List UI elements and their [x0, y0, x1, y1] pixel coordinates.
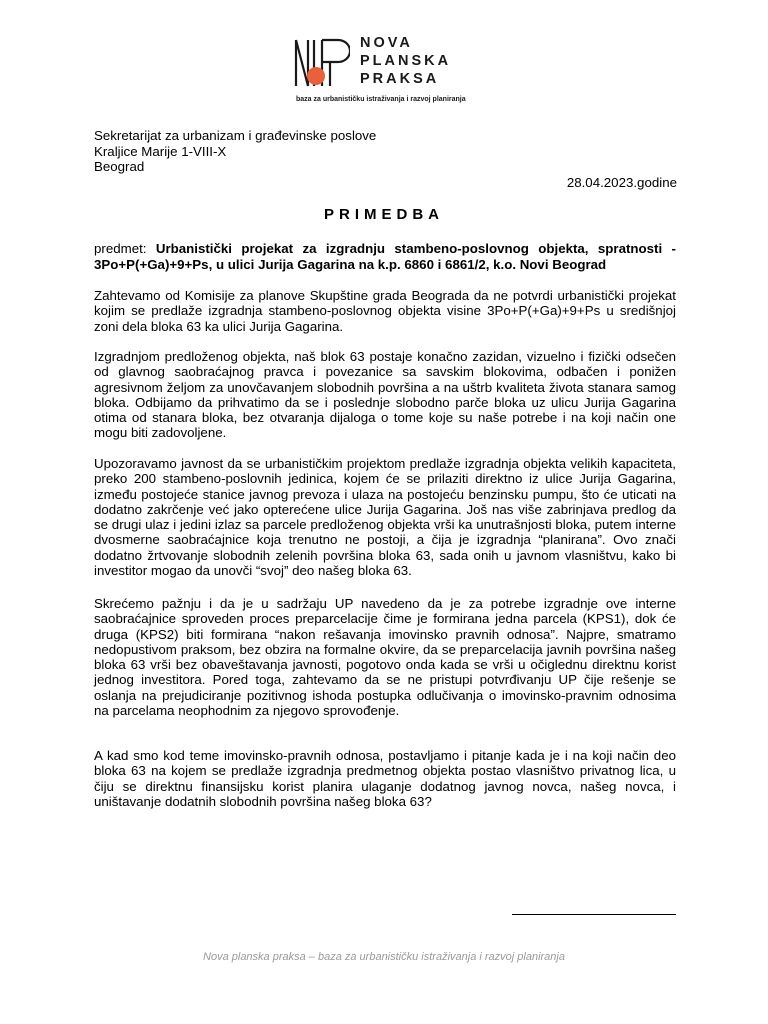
subject-line [94, 241, 676, 272]
logo-mark-icon [294, 38, 350, 88]
logo-tagline: baza za urbanističku istraživanja i razvoj planiranja [296, 96, 466, 103]
logo-accent-circle [307, 67, 325, 85]
subject-label: predmet: [94, 241, 147, 256]
body-paragraph: A kad smo kod teme imovinsko-pravnih odnosa, postavljamo i pitanje kada je i na koji način deo bloka 63 na kojem se predlaže izgradnja predmetnog objekta postao vlasništvo privatnog lica, u čiju se direktnu finansijsku korist planira ulaganje dodatnog javnog novca, našeg novca, i uništavanje dodatnih slobodnih površina našeg bloka 63? [94, 748, 676, 809]
body-paragraph: Upozoravamo javnost da se urbanističkim projektom predlaže izgradnja objekta velikih kapaciteta, preko 200 stambeno-poslovnih jedinica, kojem će se prilaziti direktno iz ulice Jurija Gagarina, između postojeće stanice javnog prevoza i ulaza na postojeću benzinsku pumpu, što će uticati na dodatno zakrčenje već jako opterećene ulice Jurija Gagarina. Još nas više zabrinjava predlog da se drugi ulaz i jedini izlaz sa parcele predloženog objekta vrši ka unutrašnjosti bloka, putem interne dvosmerne saobraćajnice koja trenutno ne postoji, a čija je izgradnja “planirana”. Ovo znači dodatno žrtvovanje slobodnih zelenih površina bloka 63, sada onih u javnom vlasništvu, kako bi investitor mogao da unovči “svoj” deo našeg bloka 63. [94, 456, 676, 579]
body-paragraph: Zahtevamo od Komisije za planove Skupštine grada Beograda da ne potvrdi urbanistički projekat kojim se predlaže izgradnja stambeno-poslovnog objekta visine 3Po+P(+Ga)+9+Ps u središnjoj zoni dela bloka 63 ka ulici Jurija Gagarina. [94, 288, 676, 334]
body-paragraph: Skrećemo pažnju i da je u sadržaju UP navedeno da je za potrebe izgradnje ove interne saobraćajnice sproveden proces preparcelacije čime je formirana jedna parcela (KPS1), dok će druga (KPS2) biti formirana “nakon rešavanja imovinsko pravnih odnosa”. Najpre, smatramo nedopustivom praksom, bez obzira na formalne okvire, da se preparcelacija javnih površina našeg bloka 63 vrši bez obaveštavanja javnosti, pogotovo onda kada se vrši u očiglednu direktnu korist jednog investitora. Pored toga, zahtevamo da se ne pristupi potvrđivanju UP čije rešenje se oslanja na prejudiciranje pozitivnog ishoda postupka odlučivanja o imovinsko-pravnim odnosima na parcelama neophodnim za njegovo sprovođenje. [94, 596, 676, 719]
document-date: 28.04.2023.godine [566, 175, 677, 190]
page-footer: Nova planska praksa – baza za urbanističku istraživanja i razvoj planiranja [203, 951, 565, 963]
recipient-line: Beograd [94, 159, 145, 174]
document-title: PRIMEDBA [323, 206, 444, 223]
logo-name: NOVA PLANSKA PRAKSA [360, 35, 452, 87]
recipient-line: Kraljice Marije 1-VIII-X [94, 143, 227, 159]
signature-line [512, 914, 676, 915]
body-paragraph: Izgradnjom predloženog objekta, naš blok 63 postaje konačno zazidan, vizuelno i fizički odsečen od glavnog saobraćajnog pravca i povezanice sa savskim blokovima, odbačen i ponižen agresivnom željom za unovčavanjem slobodnih površina a na uštrb kvaliteta života stanara samog bloka. Odbijamo da prihvatimo da se i poslednje slobodno parče bloka uz ulicu Jurija Gagarina otima od stanara bloka, bez otvaranja dijaloga o tome koje su naše potrebe i na koji način one mogu biti zadovoljene. [94, 349, 676, 441]
recipient-address [94, 128, 376, 175]
recipient-line: Sekretarijat za urbanizam i građevinske poslove [94, 128, 377, 143]
subject-text: Urbanistički projekat za izgradnju stambeno-poslovnog objekta, spratnosti - 3Po+P(+Ga)+9+Ps, u ulici Jurija Gagarina na k.p. 6860 i 6861/2, k.o. Novi Beograd [94, 241, 676, 272]
organization-logo [286, 30, 506, 112]
